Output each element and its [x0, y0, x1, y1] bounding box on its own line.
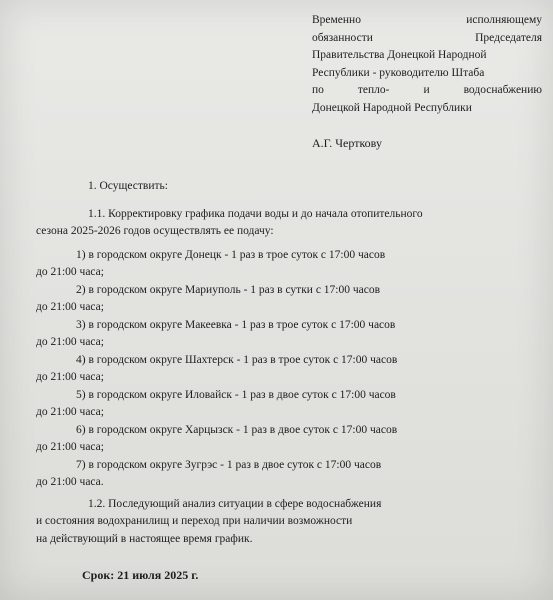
- addressee-line-6: Донецкой Народной Республики: [312, 101, 472, 114]
- document-body: [36, 178, 536, 548]
- subsection-1-2-line-1: 1.2. Последующий анализ ситуации в сфере водоснабжения: [88, 497, 382, 510]
- list-item: 6) в городском округе Харцызск - 1 раз в двое суток с 17:00 часов до 21:00 часа;: [36, 423, 398, 453]
- deadline: Срок: 21 июля 2025 г.: [82, 568, 199, 582]
- subsection-1-1-line-1: 1.1. Корректировку графика подачи воды и до начала отопительного: [88, 207, 423, 220]
- addressee-line-4: Республики - руководителю Штаба: [312, 66, 485, 79]
- list-item: 5) в городском округе Иловайск - 1 раз в двое суток с 17:00 часов до 21:00 часа;: [36, 388, 396, 418]
- list-item: 1) в городском округе Донецк - 1 раз в трое суток с 17:00 часов до 21:00 часа;: [36, 248, 386, 278]
- list-item: 3) в городском округе Макеевка - 1 раз в трое суток с 17:00 часов до 21:00 часа;: [36, 318, 396, 348]
- addressee-line-5: по тепло- и водоснабжению: [312, 84, 542, 96]
- list-item: 7) в городском округе Зугрэс - 1 раз в двое суток с 17:00 часов до 21:00 часа.: [36, 458, 382, 488]
- addressee-name: А.Г. Черткову: [312, 136, 382, 150]
- addressee-line-2: обязанности Председателя: [312, 31, 542, 44]
- addressee-line-3: Правительства Донецкой Народной: [312, 49, 487, 61]
- addressee-block: [312, 12, 542, 117]
- addressee-line-1: Временно исполняющему: [312, 14, 542, 26]
- subsection-1-1-line-2: сезона 2025-2026 годов осуществлять ее подачу:: [36, 225, 274, 237]
- subsection-1-2-line-2: и состояния водохранилищ и переход при наличии возможности: [36, 515, 353, 527]
- subsection-1-2-line-3: на действующий в настоящее время график.: [36, 532, 253, 545]
- section-1-title: 1. Осуществить:: [88, 180, 168, 192]
- list-item: 2) в городском округе Мариуполь - 1 раз в сутки с 17:00 часов до 21:00 часа;: [36, 283, 381, 313]
- list-item: 4) в городском округе Шахтерск - 1 раз в трое суток с 17:00 часов до 21:00 часа;: [36, 353, 398, 383]
